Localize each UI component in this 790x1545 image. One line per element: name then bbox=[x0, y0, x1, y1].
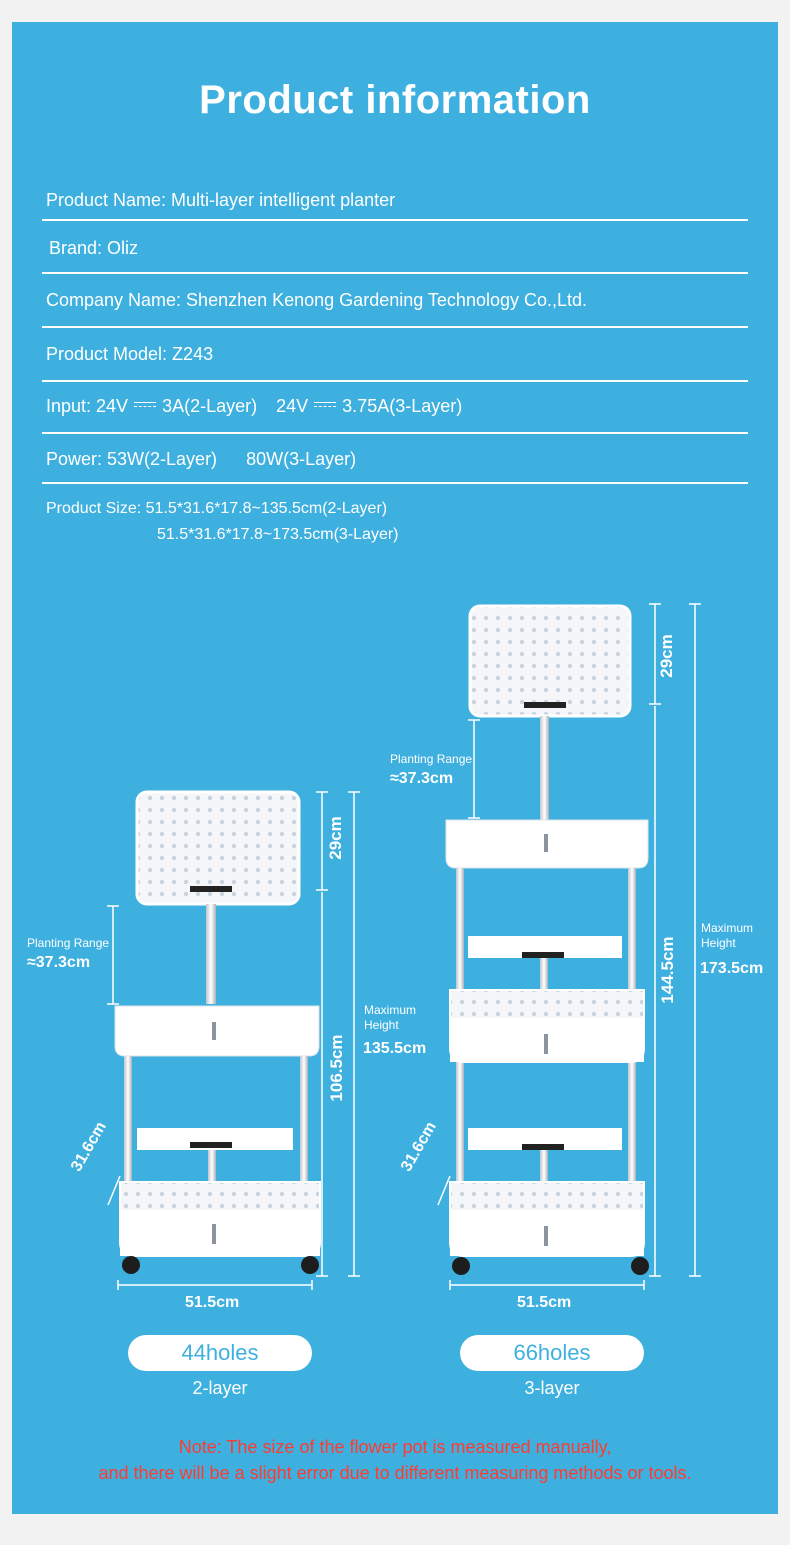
max-height-label-line1: Maximum bbox=[364, 1003, 417, 1017]
layer-label-2layer: 2-layer bbox=[192, 1378, 248, 1398]
holes-badge-3layer: 66holes bbox=[460, 1335, 644, 1371]
input-2layer-current: 3A(2-Layer) bbox=[162, 396, 258, 416]
max-height-label-line2: Height bbox=[701, 936, 736, 950]
planting-range-value-right: ≈37.3cm bbox=[390, 770, 454, 787]
planter-3layer bbox=[446, 606, 649, 1275]
note-line-2: and there will be a slight error due to different measuring methods or tools. bbox=[98, 1463, 692, 1483]
power-3layer: 80W(3-Layer) bbox=[246, 449, 357, 469]
spec-model: Product Model: Z243 bbox=[46, 344, 214, 364]
max-height-value-left: 135.5cm bbox=[363, 1040, 427, 1057]
width-right: 51.5cm bbox=[517, 1294, 572, 1311]
lamp-height-right: 29cm bbox=[657, 634, 676, 678]
layer-label-3layer: 3-layer bbox=[524, 1378, 580, 1398]
planter-2layer bbox=[115, 792, 320, 1274]
max-height-label-line1: Maximum bbox=[701, 921, 754, 935]
depth-left: 31.6cm bbox=[68, 1119, 110, 1175]
spec-company: Company Name: Shenzhen Kenong Gardening Technology Co.,Ltd. bbox=[46, 290, 588, 310]
page-title: Product information bbox=[199, 78, 591, 122]
depth-right: 31.6cm bbox=[398, 1119, 440, 1175]
spec-brand: Brand: Oliz bbox=[49, 238, 139, 258]
size-2layer: Product Size: 51.5*31.6*17.8~135.5cm(2-Layer) bbox=[46, 500, 388, 517]
power-2layer: Power: 53W(2-Layer) bbox=[46, 449, 218, 469]
max-height-label-right bbox=[701, 921, 753, 951]
body-height-right: 144.5cm bbox=[658, 936, 677, 1004]
body-height-left: 106.5cm bbox=[327, 1034, 346, 1102]
max-height-value-right: 173.5cm bbox=[700, 960, 764, 977]
input-2layer-voltage: Input: 24V bbox=[46, 396, 129, 416]
holes-badge-2layer: 44holes bbox=[128, 1335, 312, 1371]
max-height-label-line2: Height bbox=[364, 1018, 399, 1032]
width-left: 51.5cm bbox=[185, 1294, 240, 1311]
planting-range-label-left: Planting Range bbox=[27, 936, 110, 950]
size-3layer: 51.5*31.6*17.8~173.5cm(3-Layer) bbox=[157, 526, 399, 543]
spec-product-name: Product Name: Multi-layer intelligent planter bbox=[46, 190, 396, 210]
lamp-height-left: 29cm bbox=[326, 816, 345, 860]
max-height-label-left bbox=[364, 1003, 416, 1033]
planting-range-label-right: Planting Range bbox=[390, 752, 473, 766]
note-line-1: Note: The size of the flower pot is measured manually, bbox=[178, 1437, 612, 1457]
input-3layer-voltage: 24V bbox=[276, 396, 309, 416]
planting-range-value-left: ≈37.3cm bbox=[27, 954, 91, 971]
input-3layer-current: 3.75A(3-Layer) bbox=[342, 396, 463, 416]
